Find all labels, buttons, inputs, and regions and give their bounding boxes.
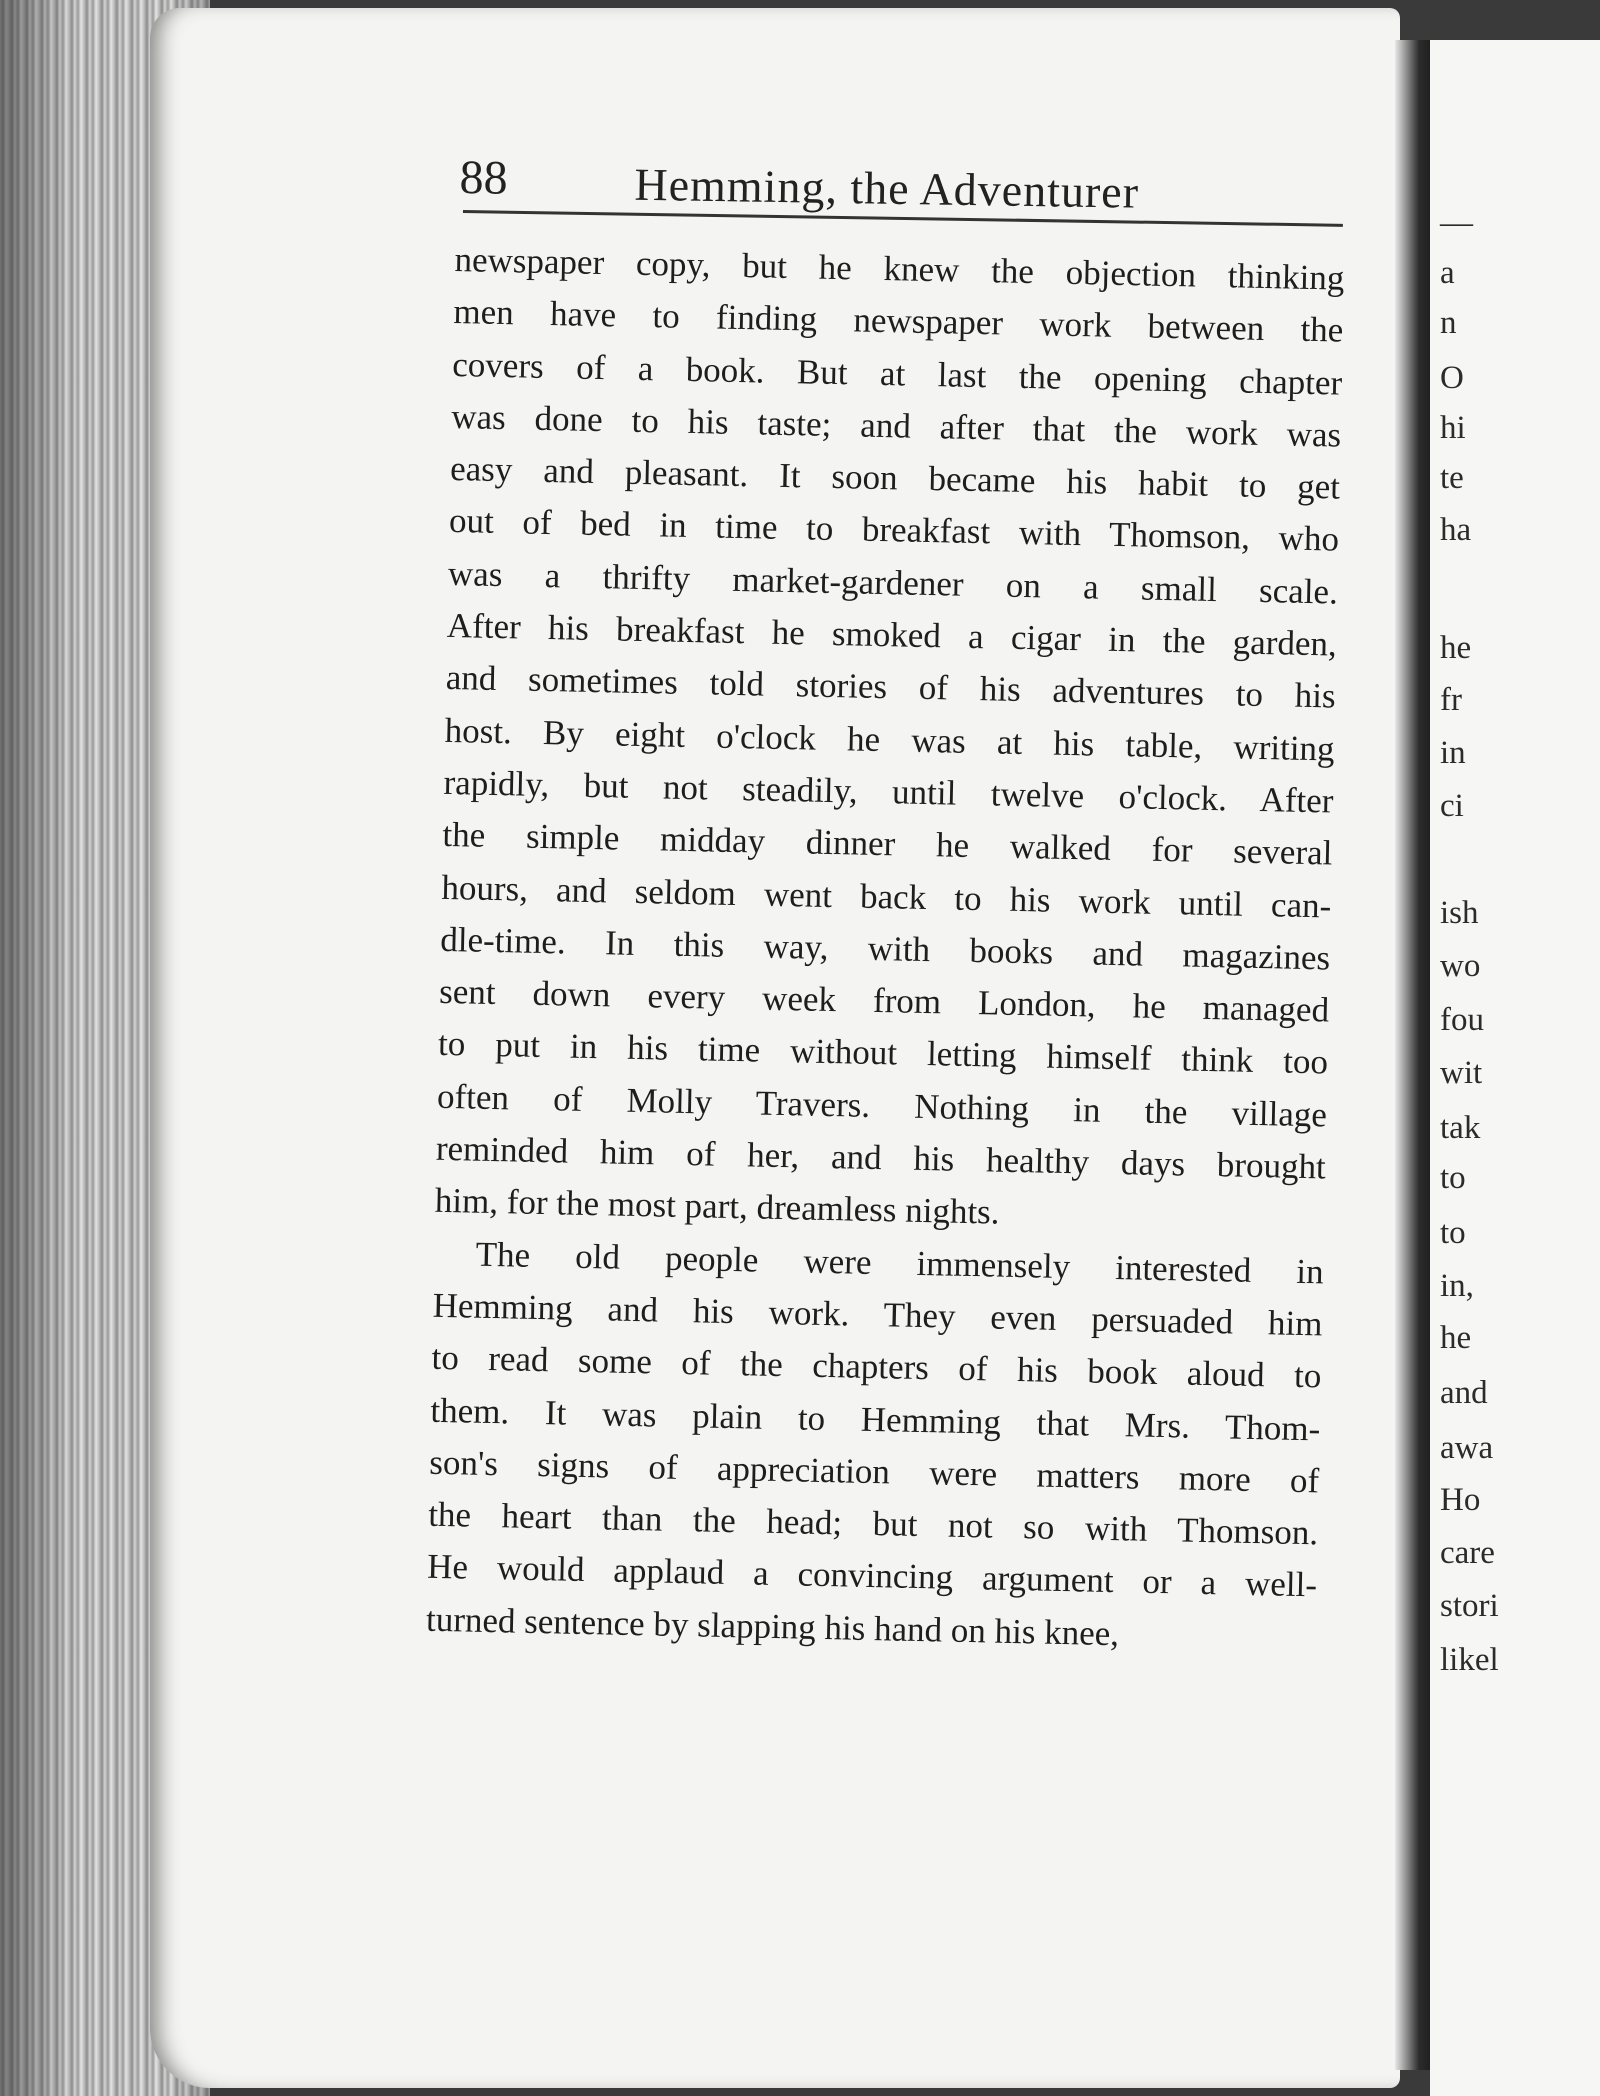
facing-page-fragment: stori [1440, 1588, 1499, 1624]
page-number: 88 [459, 150, 508, 205]
text-line: out of bed in time to breakfast with Thomson, who [448, 501, 1340, 560]
text-line: covers of a book. But at last the opening chapter [451, 344, 1343, 403]
text-line: Hemming and his work. They even persuaded him [432, 1285, 1323, 1344]
text-line: was a thrifty market-gardener on a small scale. [447, 553, 1339, 612]
text-line: easy and pleasant. It soon became his habit to get [449, 449, 1341, 507]
text-line: hours, and seldom went back to his work until can- [441, 867, 1332, 926]
text-line: men have to finding newspaper work between the [453, 292, 1344, 350]
text-line: was done to his taste; and after that the work was [450, 396, 1342, 455]
facing-page-fragment: in, [1440, 1268, 1474, 1304]
text-line: sent down every week from London, he managed [438, 971, 1330, 1030]
facing-page-fragment: tak [1440, 1110, 1481, 1146]
facing-page-fragment: fr [1440, 682, 1462, 718]
facing-page-fragment: awa [1440, 1430, 1494, 1466]
text-line: him, for the most part, dreamless nights. [434, 1181, 1000, 1232]
facing-page-fragment: — [1440, 205, 1473, 241]
facing-page-fragment: he [1440, 630, 1472, 666]
body-text [425, 240, 1344, 1670]
facing-page-fragment: ish [1440, 895, 1479, 931]
text-line: reminded him of her, and his healthy days brought [435, 1128, 1327, 1187]
text-line: the simple midday dinner he walked for several [442, 815, 1333, 873]
text-line: rapidly, but not steadily, until twelve o'clock. After [443, 762, 1334, 821]
text-line: son's signs of appreciation were matters more of [428, 1442, 1320, 1501]
text-line: He would applaud a convincing argument or a well- [426, 1547, 1318, 1605]
facing-page-fragment: a [1440, 255, 1455, 291]
text-line: often of Molly Travers. Nothing in the village [436, 1076, 1328, 1135]
facing-page-fragment: fou [1440, 1002, 1484, 1038]
facing-page-fragment: Ho [1440, 1482, 1481, 1518]
facing-page-fragment: he [1440, 1320, 1472, 1356]
facing-page-fragment: ci [1440, 788, 1464, 824]
facing-page-fragment: to [1440, 1215, 1466, 1251]
book-gutter [1395, 40, 1435, 2070]
text-line: to read some of the chapters of his book aloud to [431, 1337, 1322, 1396]
text-line: them. It was plain to Hemming that Mrs. Thom- [430, 1390, 1321, 1448]
facing-page-fragment: wit [1440, 1055, 1483, 1091]
text-line: After his breakfast he smoked a cigar in the garden, [446, 605, 1338, 664]
facing-page-fragment: O [1440, 360, 1464, 396]
text-line: the heart than the head; but not so with Thomson. [427, 1494, 1319, 1553]
text-line: host. By eight o'clock he was at his table, writing [444, 710, 1335, 769]
text-line: and sometimes told stories of his adventures to his [445, 658, 1337, 716]
facing-page-fragment: te [1440, 460, 1464, 496]
text-line: to put in his time without letting himself think too [437, 1024, 1329, 1082]
running-head: Hemming, the Adventurer [634, 158, 1140, 218]
facing-page-fragment: n [1440, 305, 1457, 341]
text-line: turned sentence by slapping his hand on his knee, [425, 1599, 1120, 1653]
facing-page-fragment: care [1440, 1535, 1495, 1571]
text-line: The old people were immensely interested in [475, 1234, 1324, 1292]
facing-page-fragment: and [1440, 1375, 1488, 1411]
facing-page-fragment: likel [1440, 1642, 1499, 1678]
text-line: newspaper copy, but he knew the objection thinking [454, 240, 1345, 298]
facing-page-fragment: hi [1440, 410, 1466, 446]
facing-page [1430, 40, 1600, 2096]
facing-page-fragment: ha [1440, 512, 1472, 548]
facing-page-fragment: in [1440, 735, 1466, 771]
facing-page-fragment: wo [1440, 948, 1481, 984]
text-line: dle-time. In this way, with books and magazines [439, 919, 1331, 978]
facing-page-fragment: to [1440, 1160, 1466, 1196]
